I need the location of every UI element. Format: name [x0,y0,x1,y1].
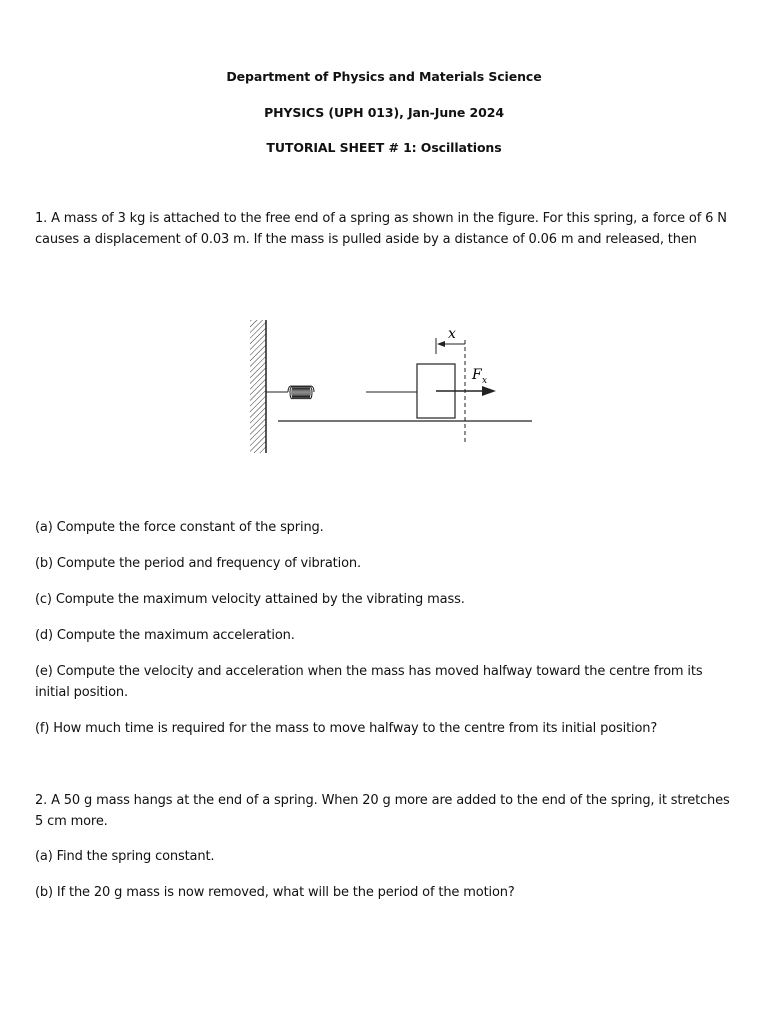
label-force-subscript: x [482,376,488,386]
header-department: Department of Physics and Materials Science [226,69,542,84]
question-2-part-b: (b) If the 20 g mass is now removed, what will be the period of the motion? [35,885,515,900]
wall [250,320,266,453]
question-1-text: 1. A mass of 3 kg is attached to the free end of a spring as shown in the figure. For this spring, a force of 6 N causes a displacement of 0.03 m. If the mass is pulled aside by a distance of 0.06 m and released, then [35,211,727,247]
question-2-text: 2. A 50 g mass hangs at the end of a spring. When 20 g more are added to the end of the spring, it stretches 5 cm more. [35,793,730,829]
question-1-part-b: (b) Compute the period and frequency of vibration. [35,556,361,571]
question-1-part-a: (a) Compute the force constant of the spring. [35,520,324,535]
spring-mass-figure [240,314,540,459]
question-1-part-d: (d) Compute the maximum acceleration. [35,628,295,643]
question-1-part-e: (e) Compute the velocity and acceleration when the mass has moved halfway toward the centre from its initial position. [35,664,703,700]
spring-mass-diagram [240,314,540,459]
header-sheet-title: TUTORIAL SHEET # 1: Oscillations [266,140,502,155]
spring [266,386,417,399]
header-course: PHYSICS (UPH 013), Jan-June 2024 [264,105,504,120]
question-1-part-f: (f) How much time is required for the mass to move halfway to the centre from its initial position? [35,721,658,736]
label-x: x [448,326,456,342]
question-1-part-c: (c) Compute the maximum velocity attained by the vibrating mass. [35,592,465,607]
label-force: F [472,367,482,383]
question-2-part-a: (a) Find the spring constant. [35,849,215,864]
